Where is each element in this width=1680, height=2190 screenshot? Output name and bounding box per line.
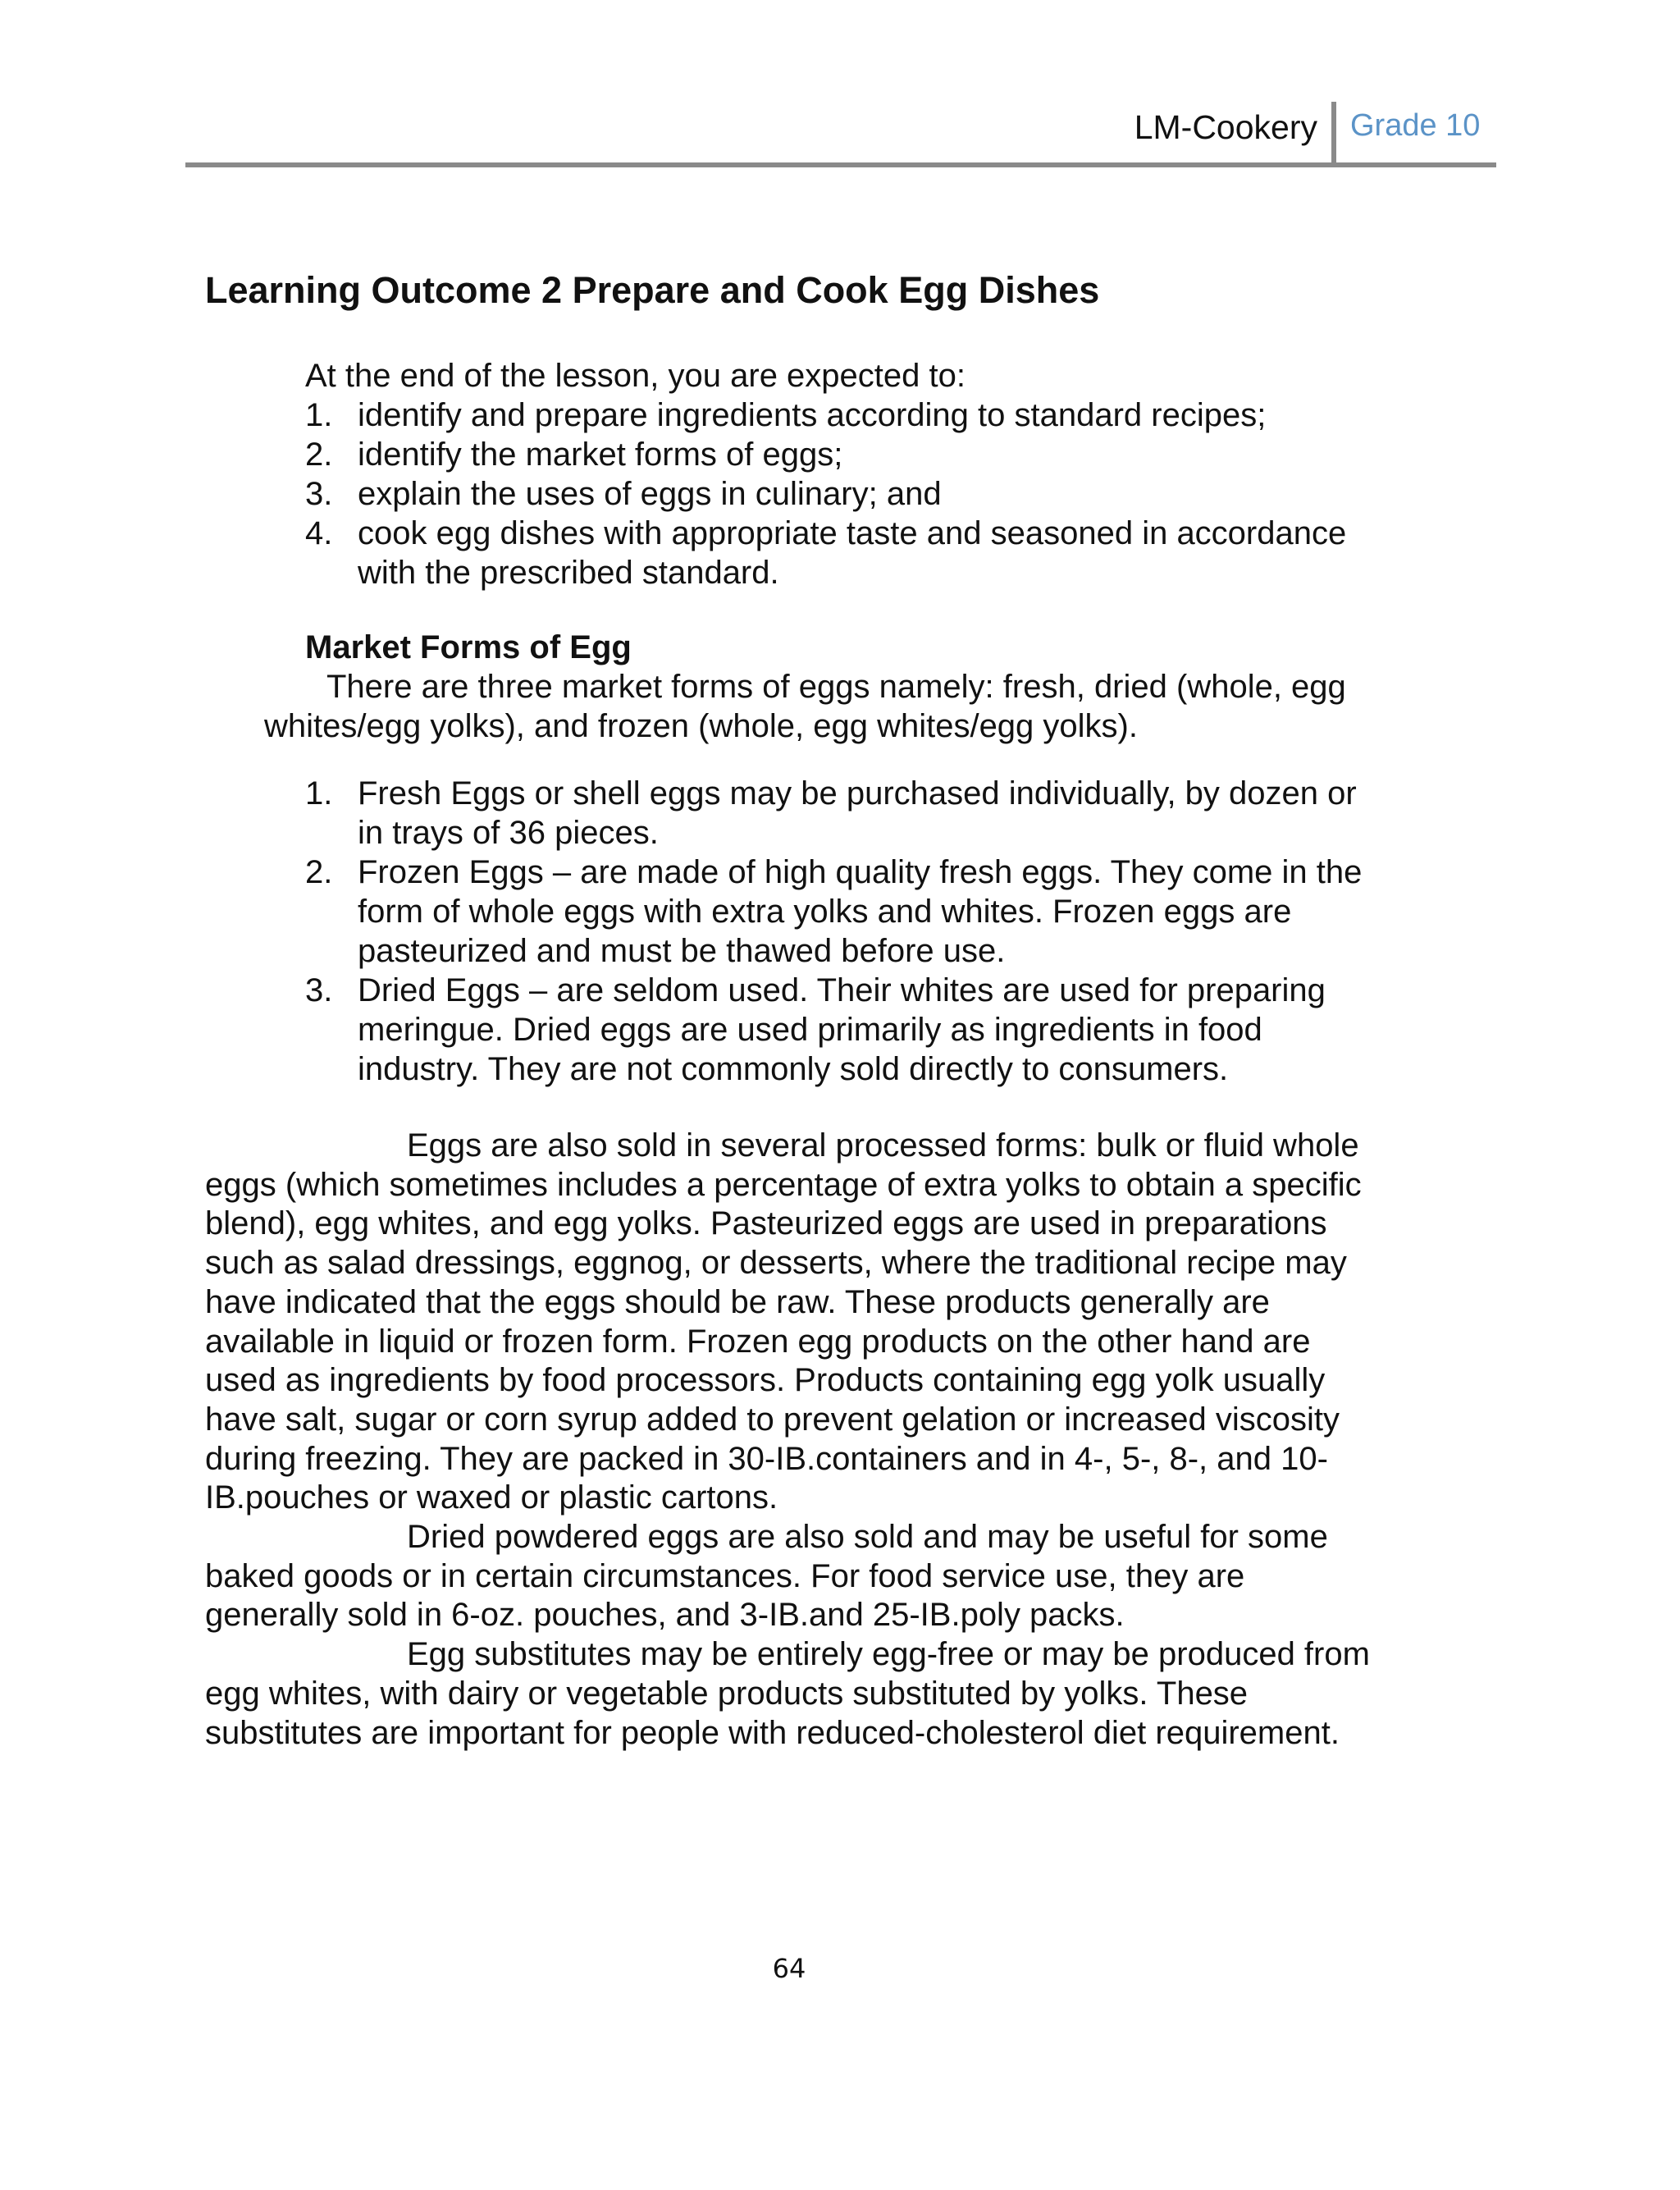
header-course-title: LM-Cookery bbox=[1134, 108, 1317, 146]
objectives-intro: At the end of the lesson, you are expected to: bbox=[305, 358, 966, 394]
objective-text: identify and prepare ingredients according to standard recipes; bbox=[358, 397, 1267, 433]
market-form-item bbox=[305, 774, 1372, 853]
market-form-number: 1. bbox=[305, 775, 333, 812]
market-forms-list bbox=[305, 774, 1372, 1089]
body-paragraph-egg-substitutes: Egg substitutes may be entirely egg-free or may be produced from egg whites, with dairy or vegetable products substituted by yolks. These substitutes are important for people with reduced-cholesterol diet requirement. bbox=[205, 1636, 1370, 1751]
objective-number: 4. bbox=[305, 515, 333, 551]
objective-number: 2. bbox=[305, 437, 333, 473]
market-form-number: 2. bbox=[305, 854, 333, 890]
header-grade-label: Grade 10 bbox=[1350, 108, 1481, 143]
page-header bbox=[185, 98, 1496, 169]
header-rule bbox=[185, 162, 1496, 167]
objective-item bbox=[305, 435, 1372, 474]
objective-text: identify the market forms of eggs; bbox=[358, 437, 843, 473]
objective-number: 3. bbox=[305, 476, 333, 512]
market-form-text: Frozen Eggs – are made of high quality fresh eggs. They come in the form of whole eggs with extra yolks and whites. Frozen eggs are pasteurized and must be thawed before use. bbox=[358, 854, 1363, 969]
header-divider bbox=[1331, 102, 1336, 166]
market-form-text: Fresh Eggs or shell eggs may be purchased individually, by dozen or in trays of 36 pieces. bbox=[358, 775, 1357, 851]
learning-objectives bbox=[305, 356, 1372, 592]
market-form-text: Dried Eggs – are seldom used. Their whites are used for preparing meringue. Dried eggs are used primarily as ingredients in food industry. They are not commonly sold directly to consumers. bbox=[358, 972, 1326, 1087]
market-form-item bbox=[305, 971, 1372, 1089]
objective-number: 1. bbox=[305, 397, 333, 433]
body-text bbox=[205, 1127, 1386, 1753]
market-form-item bbox=[305, 853, 1372, 971]
objective-item bbox=[305, 395, 1372, 435]
market-form-number: 3. bbox=[305, 972, 333, 1008]
page-title: Learning Outcome 2 Prepare and Cook Egg Dishes bbox=[205, 269, 1100, 311]
objective-text: cook egg dishes with appropriate taste and seasoned in accordance with the prescribed standard. bbox=[358, 515, 1347, 591]
body-paragraph-dried-powdered: Dried powdered eggs are also sold and may be useful for some baked goods or in certain circumstances. For food service use, they are generally sold in 6-oz. pouches, and 3-IB.and 25-IB.poly packs. bbox=[205, 1519, 1328, 1634]
page-number: 64 bbox=[772, 1953, 806, 1984]
objective-item bbox=[305, 514, 1372, 592]
objective-text: explain the uses of eggs in culinary; and bbox=[358, 476, 942, 512]
objectives-list bbox=[305, 395, 1372, 592]
market-forms-intro: There are three market forms of eggs namely: fresh, dried (whole, egg whites/egg yolks), and frozen (whole, egg whites/egg yolks). bbox=[264, 669, 1346, 744]
market-forms-heading: Market Forms of Egg bbox=[305, 629, 632, 665]
body-paragraph-processed-forms: Eggs are also sold in several processed forms: bulk or fluid whole eggs (which sometimes includes a percentage of extra yolks to obtain a specific blend), egg whites, and egg yolks. Pasteurized eggs are used in preparations such as salad dressings, eggnog, or desserts, where the traditional recipe may have indicated that the eggs should be raw. These products generally are available in liquid or frozen form. Frozen egg products on the other hand are used as ingredients by food processors. Products containing egg yolk usually have salt, sugar or corn syrup added to prevent gelation or increased viscosity during freezing. They are packed in 30-IB.containers and in 4-, 5-, 8-, and 10-IB.pouches or waxed or plastic cartons. bbox=[205, 1127, 1362, 1516]
objective-item bbox=[305, 474, 1372, 514]
